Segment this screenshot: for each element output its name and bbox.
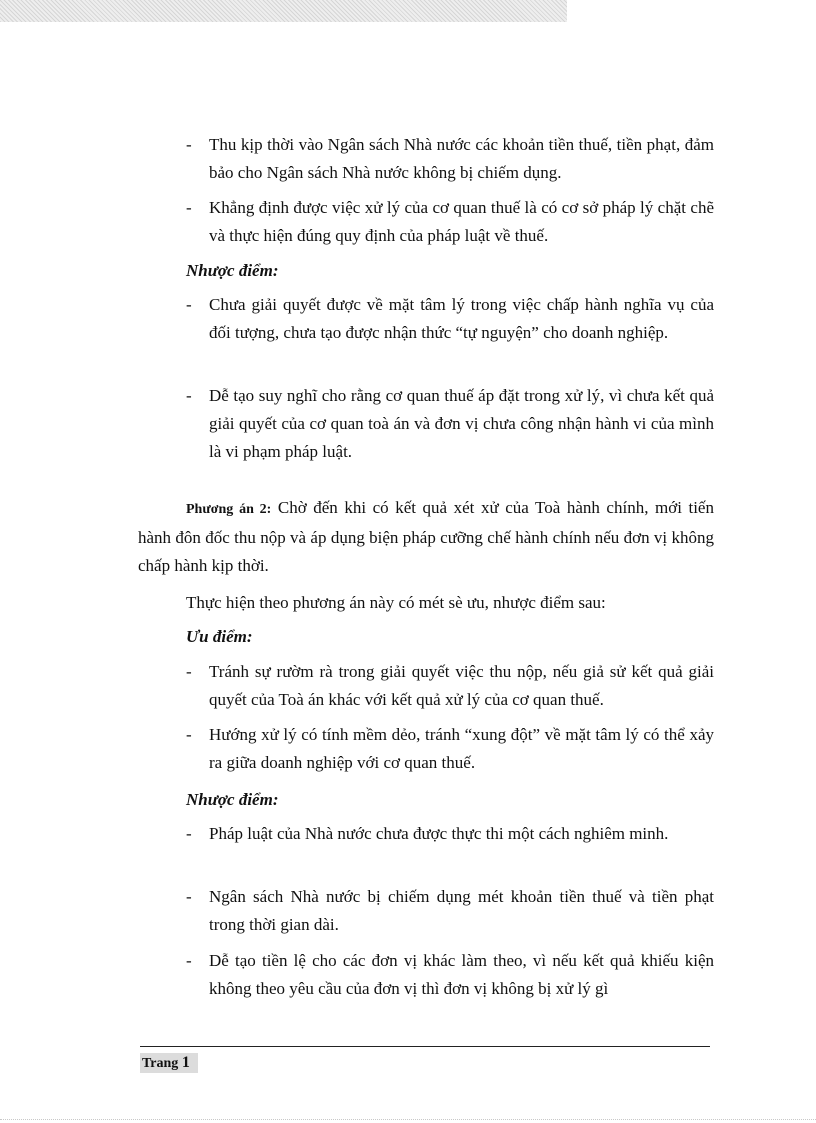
section-heading: Nhược điểm: bbox=[186, 261, 279, 280]
top-header-band bbox=[0, 0, 567, 22]
list-item-text: Hướng xử lý có tính mềm dẻo, tránh “xung đột” về mặt tâm lý có thể xảy ra giữa doanh nghiệp với cơ quan thuế. bbox=[209, 725, 714, 772]
list-item-text: Dễ tạo suy nghĩ cho rằng cơ quan thuế áp đặt trong xử lý, vì chưa kết quả giải quyết của cơ quan toà án và đơn vị chưa công nhận hành vi của mình là vi phạm pháp luật. bbox=[209, 386, 714, 461]
bullet-dash: - bbox=[186, 951, 192, 970]
bullet-dash: - bbox=[186, 198, 192, 217]
list-item-text: Khẳng định được việc xử lý của cơ quan thuế là có cơ sở pháp lý chặt chẽ và thực hiện đúng quy định của pháp luật về thuế. bbox=[209, 198, 714, 245]
list-item-text: Pháp luật của Nhà nước chưa được thực thi một cách nghiêm minh. bbox=[209, 824, 669, 843]
bullet-dash: - bbox=[186, 887, 192, 906]
bullet-dash: - bbox=[186, 662, 192, 681]
list-item-text: Dễ tạo tiền lệ cho các đơn vị khác làm theo, vì nếu kết quả khiếu kiện không theo yêu cầu của đơn vị thì đơn vị không bị xử lý gì bbox=[209, 951, 714, 998]
bullet-dash: - bbox=[186, 295, 192, 314]
list-item-text: Ngân sách Nhà nước bị chiếm dụng mét khoản tiền thuế và tiền phạt trong thời gian dài. bbox=[209, 887, 714, 934]
option-2-paragraph bbox=[138, 494, 714, 580]
footer-divider bbox=[140, 1046, 710, 1047]
option-2-label: Phương án 2: bbox=[186, 502, 272, 517]
option-2-intro: Thực hiện theo phương án này có mét sè ưu, nhược điểm sau: bbox=[186, 593, 606, 612]
bullet-dash: - bbox=[186, 725, 192, 744]
bullet-dash: - bbox=[186, 386, 192, 405]
page-number: 1 bbox=[181, 1054, 190, 1071]
page-label: Trang bbox=[142, 1056, 179, 1071]
page-number-badge bbox=[140, 1053, 198, 1073]
section-heading: Nhược điểm: bbox=[186, 790, 279, 809]
list-item-text: Tránh sự rườm rà trong giải quyết việc thu nộp, nếu giả sử kết quả giải quyết của Toà án khác với kết quả xử lý của cơ quan thuế. bbox=[209, 662, 714, 709]
bottom-border bbox=[0, 1119, 816, 1120]
section-heading: Ưu điểm: bbox=[186, 627, 253, 646]
option-2-text: Chờ đến khi có kết quả xét xử của Toà hành chính, mới tiến hành đôn đốc thu nộp và áp dụng biện pháp cưỡng chế hành chính nếu đơn vị không chấp hành kịp thời. bbox=[138, 498, 714, 575]
bullet-dash: - bbox=[186, 824, 192, 843]
list-item-text: Thu kịp thời vào Ngân sách Nhà nước các khoản tiền thuế, tiền phạt, đảm bảo cho Ngân sách Nhà nước không bị chiếm dụng. bbox=[209, 135, 714, 182]
list-item-text: Chưa giải quyết được về mặt tâm lý trong việc chấp hành nghĩa vụ của đối tượng, chưa tạo được nhận thức “tự nguyện” cho doanh nghiệp. bbox=[209, 295, 714, 342]
bullet-dash: - bbox=[186, 135, 192, 154]
